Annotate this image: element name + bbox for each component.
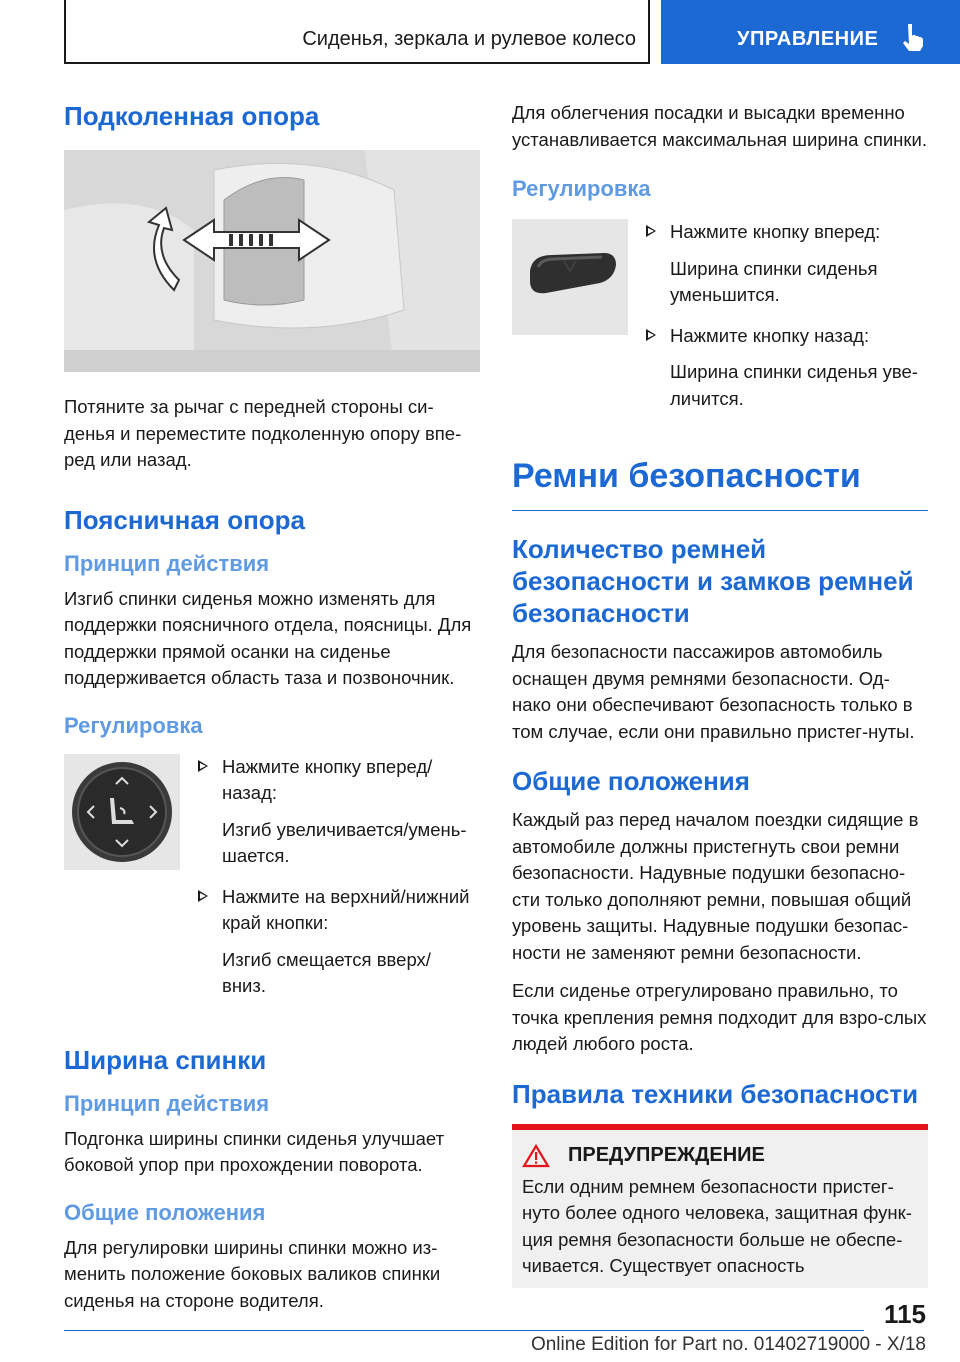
warning-title: ПРЕДУПРЕЖДЕНИЕ [568, 1144, 765, 1166]
footer-edition: Online Edition for Part no. 01402719000 - X/18 [530, 1334, 926, 1355]
right-column [512, 100, 928, 1288]
chapter-tab[interactable] [661, 0, 960, 64]
lumbar-steps [64, 754, 480, 1014]
width-steps [512, 219, 928, 426]
warning-text: Если одним ремнем безопасности пристег-нуто более одного человека, защитная функ-ция ремня безопасности больше не обеспе-чивается. Существует опасность [522, 1175, 912, 1276]
section-title: Сиденья, зеркала и рулевое колесо [302, 28, 636, 50]
width-principle-text: Подгонка ширины спинки сиденья улучшает боковой упор при прохождении поворота. [64, 1127, 445, 1175]
belts-general-heading: Общие положения [512, 766, 750, 796]
lumbar-principle-heading: Принцип действия [64, 550, 270, 576]
belts-general-text-2: Если сиденье отрегулировано правильно, то точка крепления ремня подходит для взро-слых людей любого роста. [512, 980, 927, 1054]
knee-support-text: Потяните за рычаг с передней стороны си-денья и переместите подколенную опору впе-ред или назад. [64, 396, 462, 470]
header-frame [64, 0, 650, 64]
lumbar-principle-text: Изгиб спинки сиденья можно изменять для поддержки поясничного отдела, поясницы. Для поддержки прямой осанки на сиденье поддерживается область таза и позвоночник. [64, 587, 472, 688]
lumbar-support-heading: Поясничная опора [64, 504, 306, 535]
lumbar-adjust-heading: Регулировка [64, 712, 203, 738]
seat-belts-heading: Ремни безопасности [512, 457, 861, 495]
safety-rules-heading: Правила техники безопасности [512, 1078, 919, 1109]
left-column [64, 100, 480, 1334]
warning-box [512, 1130, 928, 1288]
warning-triangle-icon [522, 1144, 550, 1168]
width-result-1: Ширина спинки сиденья уменьшится. [670, 257, 878, 305]
chapter-tab-label: УПРАВЛЕНИЕ [737, 28, 879, 50]
width-adjust-heading: Регулировка [512, 176, 651, 201]
hand-pointer-icon [899, 22, 925, 52]
page-number: 115 [884, 1299, 926, 1329]
lumbar-button-image [64, 754, 180, 870]
width-button-image [512, 219, 628, 335]
triangle-bullet-icon [646, 329, 656, 341]
belts-general-text-1: Каждый раз перед началом поездки сидящие в автомобиле должны пристегнуть свои ремни безопасности. Надувные подушки безопасно-сти только дополняют ремни, повышая общий уровень защиты. Надувные подушки безопас-ности не заменяют ремни безопасности. [512, 809, 919, 963]
triangle-bullet-icon [646, 225, 656, 237]
footer-rule [64, 1330, 864, 1331]
width-general-heading: Общие положения [64, 1199, 266, 1225]
triangle-bullet-icon [198, 890, 208, 902]
backrest-width-heading: Ширина спинки [64, 1044, 267, 1075]
width-continued-text: Для облегчения посадки и высадки временно устанавливается максимальная ширина спинки. [512, 102, 927, 150]
triangle-bullet-icon [198, 760, 208, 772]
seat-belts-heading-block [512, 456, 928, 511]
width-result-2: Ширина спинки сиденья уве-личится. [670, 361, 918, 409]
lumbar-step-1: Нажмите кнопку вперед/ назад: [198, 754, 480, 807]
width-general-text: Для регулировки ширины спинки можно из-менить положение боковых валиков спинки сиденья на стороне водителя. [64, 1236, 441, 1311]
belt-count-heading: Количество ремней безопасности и замков ремней безопасности [512, 534, 914, 628]
width-step-1: Нажмите кнопку вперед: [646, 219, 928, 246]
knee-support-illustration [64, 150, 480, 372]
width-principle-heading: Принцип действия [64, 1090, 270, 1116]
lumbar-result-2: Изгиб смещается вверх/ вниз. [222, 948, 431, 996]
knee-support-heading: Подколенная опора [64, 101, 320, 131]
lumbar-step-2: Нажмите на верхний/нижний край кнопки: [198, 884, 480, 937]
belt-count-text: Для безопасности пассажиров автомобиль оснащен двумя ремнями безопасности. Од-нако они обеспечивают безопасность только в том случае, если они правильно пристег-нуты. [512, 641, 915, 742]
width-step-2: Нажмите кнопку назад: [646, 323, 928, 350]
lumbar-result-1: Изгиб увеличивается/умень-шается. [222, 818, 467, 866]
